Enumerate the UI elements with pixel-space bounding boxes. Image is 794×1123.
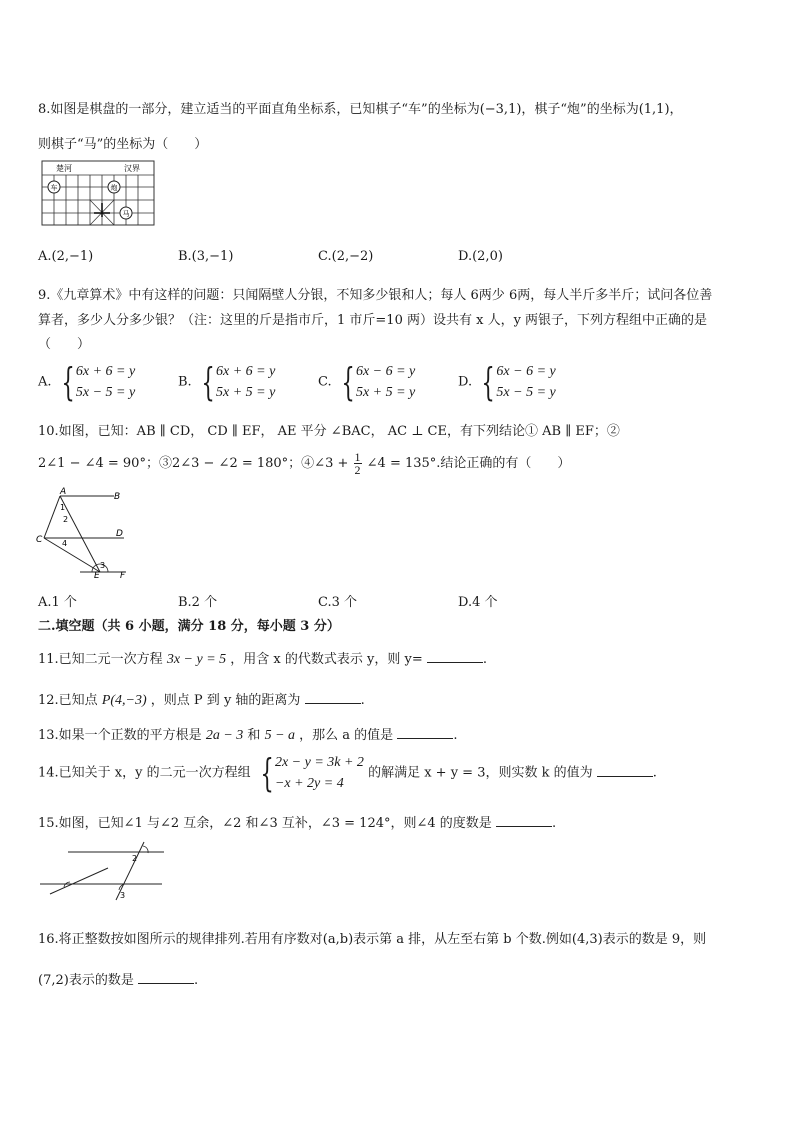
q15-answer-blank[interactable] [496,814,552,827]
piece-ma: 马 [122,210,130,218]
label-B: B [114,492,121,502]
angle-label-2: 2 [132,854,138,863]
q12-stem: 12.已知点 P(4,−3) ，则点 P 到 y 轴的距离为 . [38,693,365,708]
q9-option-b[interactable]: B. { 6x + 6 = y 5x + 5 = y [178,360,276,404]
q8-option-b[interactable]: B.(3,−1) [178,249,234,264]
board-label-han-jie: 汉界 [124,164,140,173]
q8-text: 8.如图是棋盘的一部分，建立适当的平面直角坐标系，已知棋子“车”的坐标为(−3,1)，棋子“炮”的坐标为(1,1)， [38,102,683,117]
q9-option-d[interactable]: D. { 6x − 6 = y 5x − 5 = y [458,360,556,404]
label-F: F [120,571,126,578]
q9-stem-3: （ ） [38,337,91,352]
q14-answer-blank[interactable] [597,764,653,777]
q9-stem-2: 算者，多少人分多少银？（注：这里的斤是指市斤，1 市斤=10 两）设共有 x 人，y 两银子，下列方程组中正确的是 [38,313,708,328]
board-label-chu-he: 楚河 [56,164,72,173]
q11-answer-blank[interactable] [427,650,483,663]
q8-option-d[interactable]: D.(2,0) [458,249,503,264]
q14-stem: 14.已知关于 x，y 的二元一次方程组 { 2x − y = 3k + 2 −x + 2y = 4 的解满足 x + y = 3，则实数 k 的值为 . [38,751,657,795]
q10-figure [34,486,134,578]
piece-che: 车 [50,184,58,192]
q10-option-d[interactable]: D.4 个 [458,595,498,610]
piece-pao: 炮 [110,184,118,192]
angle-label-2: 2 [63,515,69,524]
q8-stem-2: 则棋子“马”的坐标为（ ） [38,137,208,152]
label-C: C [36,535,43,545]
angle-label-3: 3 [120,891,126,900]
q13-answer-blank[interactable] [397,726,453,739]
q8-option-a[interactable]: A.(2,−1) [38,249,94,264]
label-D: D [116,529,123,539]
q16-stem-2: (7,2)表示的数是 . [38,973,199,988]
q10-stem-2: 2∠1 − ∠4 = 90°；③2∠3 − ∠2 = 180°；④∠3 + $\frac{1}{2}$ ∠4 = 135°.结论正确的有（ ） [38,450,571,477]
q10-option-b[interactable]: B.2 个 [178,595,218,610]
q9-stem: 9.《九章算术》中有这样的问题：只闻隔壁人分银，不知多少银和人；每人 6两少 6两，每人半斤多半斤；试问各位善 [38,288,713,303]
q10-option-a[interactable]: A.1 个 [38,595,77,610]
q8-option-c[interactable]: C.(2,−2) [318,249,374,264]
label-E: E [94,571,100,578]
q15-figure [38,838,168,906]
angle-label-3: 3 [100,561,106,570]
q9-option-c[interactable]: C. { 6x − 6 = y 5x + 5 = y [318,360,416,404]
q8-stem [38,98,683,117]
q15-stem: 15.如图，已知∠1 与∠2 互余，∠2 和∠3 互补，∠3 = 124°，则∠4 的度数是 . [38,816,557,831]
q16-answer-blank[interactable] [138,971,194,984]
angle-label-4: 4 [62,539,68,548]
q16-stem: 16.将正整数按如图所示的规律排列.若用有序数对(a,b)表示第 a 排，从左至右第 b 个数.例如(4,3)表示的数是 9，则 [38,932,707,947]
q10-stem: 10.如图，已知：AB ∥ CD， CD ∥ EF， AE 平分 ∠BAC， AC ⊥ CE，有下列结论① AB ∥ EF；② [38,424,620,439]
section-heading-fill-in: 二.填空题（共 6 小题，满分 18 分，每小题 3 分） [38,619,340,634]
angle-label-1: 1 [60,503,66,512]
chessboard-figure [38,157,158,229]
q13-stem: 13.如果一个正数的平方根是 2a − 3 和 5 − a ，那么 a 的值是 . [38,728,458,743]
label-A: A [60,487,67,497]
q9-option-a[interactable]: A. { 6x + 6 = y 5x − 5 = y [38,360,136,404]
q11-stem: 11.已知二元一次方程 3x − y = 5 ，用含 x 的代数式表示 y，则 y= . [38,652,488,667]
q10-option-c[interactable]: C.3 个 [318,595,358,610]
q12-answer-blank[interactable] [305,691,361,704]
fraction-one-half: $\frac{1}{2}$ [354,450,361,477]
